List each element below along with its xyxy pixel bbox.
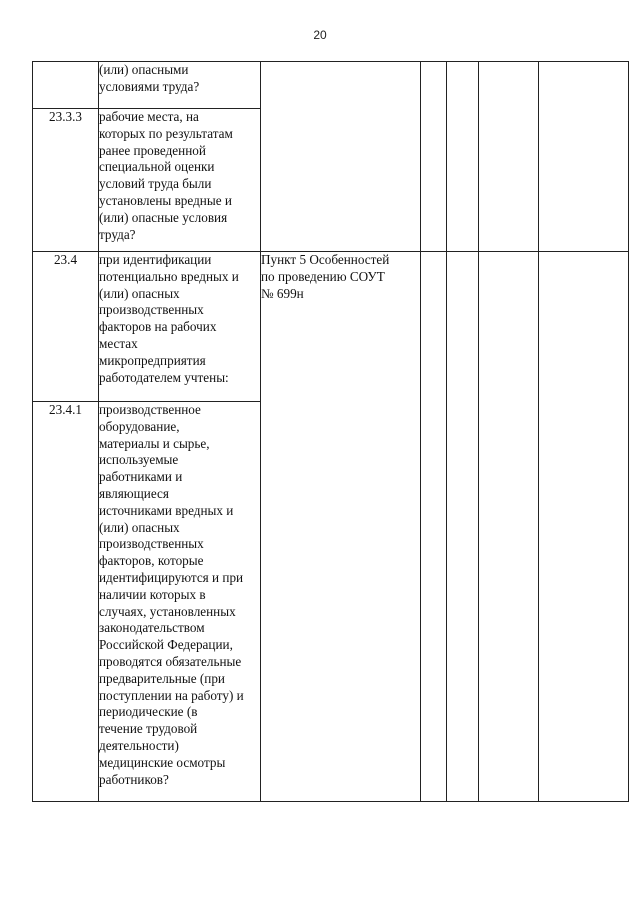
answer-na-cell <box>479 252 539 802</box>
item-number: 23.3.3 <box>33 109 99 252</box>
notes-cell <box>539 62 629 252</box>
item-number <box>33 62 99 109</box>
question-cell: рабочие места, на которых по результатам ранее проведенной специальной оценки условий труда были установлены вредные и (или) опасные условия труда? <box>99 109 261 252</box>
table-row <box>33 62 629 109</box>
item-number: 23.4 <box>33 252 99 402</box>
answer-na-cell <box>479 62 539 252</box>
question-cell: производственное оборудование, материалы и сырье, используемые работниками и являющиеся источниками вредных и (или) опасных производственных факторов, которые идентифицируются и при наличии которых в случаях, установленных законодательством Российской Федерации, проводятся обязательные предварительные (при поступлении на работу) и периодические (в течение трудовой деятельности) медицинские осмотры работников? <box>99 402 261 802</box>
question-cell: (или) опасными условиями труда? <box>99 62 261 109</box>
page-number: 20 <box>313 28 327 42</box>
answer-yes-cell <box>421 252 447 802</box>
reference-cell: Пункт 5 Особенностей по проведению СОУТ № 699н <box>261 252 421 802</box>
question-cell: при идентификации потенциально вредных и (или) опасных производственных факторов на рабочих местах микропредприятия работодателем учтены: <box>99 252 261 402</box>
reference-cell <box>261 62 421 252</box>
table-row <box>33 252 629 402</box>
checklist-table <box>32 61 629 802</box>
answer-no-cell <box>447 252 479 802</box>
answer-yes-cell <box>421 62 447 252</box>
item-number: 23.4.1 <box>33 402 99 802</box>
answer-no-cell <box>447 62 479 252</box>
notes-cell <box>539 252 629 802</box>
